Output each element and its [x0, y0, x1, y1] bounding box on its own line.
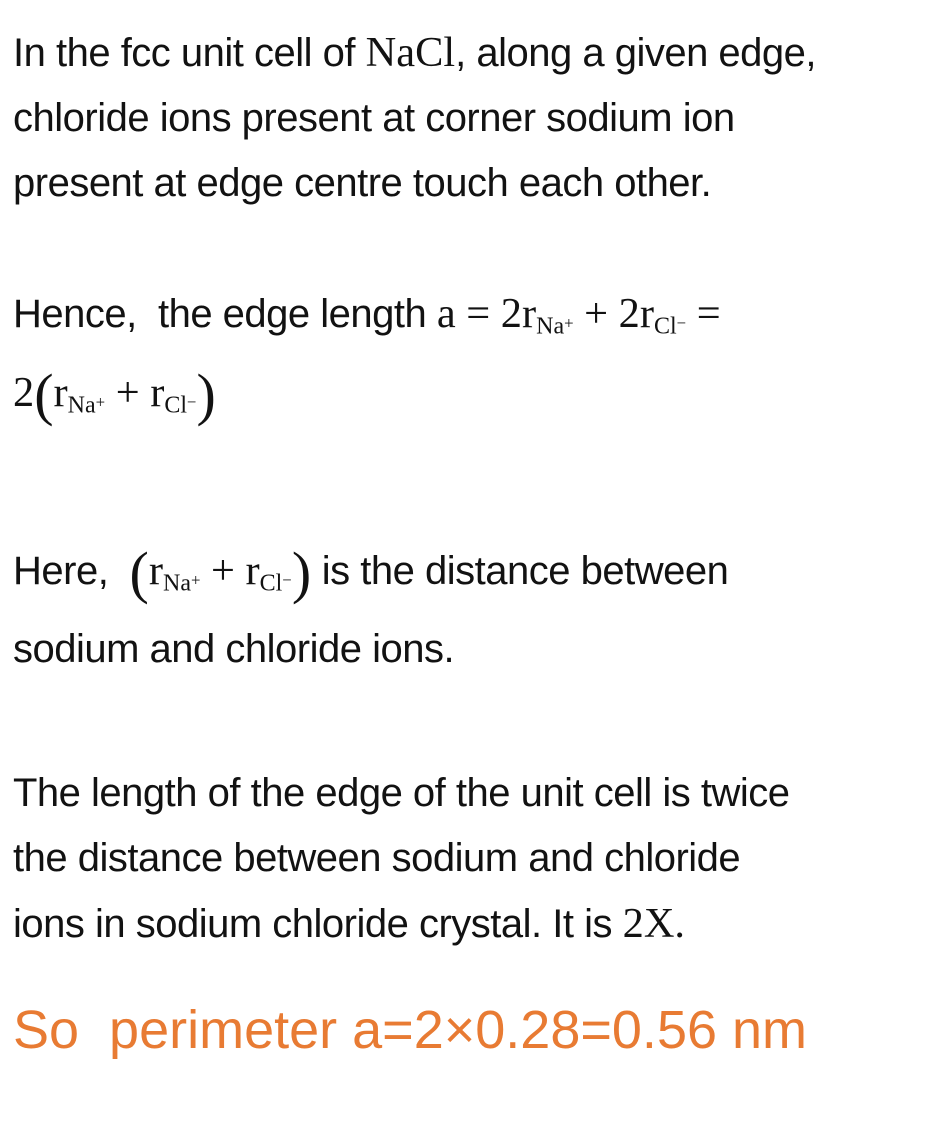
paragraph-distance-explanation-line-2	[13, 617, 933, 682]
formula-parenthesis: )	[196, 361, 216, 427]
formula-segment: =	[686, 290, 721, 337]
formula-subscript: Na	[536, 313, 565, 340]
paragraph-intro-line-1	[13, 20, 933, 86]
formula-segment: + 2r	[573, 290, 654, 337]
formula-subscript: Na	[67, 392, 96, 419]
text-segment: sodium and chloride ions.	[13, 627, 455, 672]
formula-segment: + r	[200, 547, 260, 595]
paragraph-edge-twice-distance-line-1	[13, 761, 933, 826]
formula-segment: r	[53, 368, 68, 416]
formula-segment: 2X.	[622, 900, 686, 948]
text-segment: present at edge centre touch each other.	[13, 161, 712, 205]
formula-charge-sign: −	[187, 392, 197, 412]
text-segment: ions in sodium chloride crystal. It is	[13, 902, 623, 947]
paragraph-distance-explanation-line-1	[13, 538, 933, 617]
formula-parenthesis: (	[129, 540, 149, 606]
formula-segment: NaCl	[365, 29, 456, 76]
text-segment: is the distance between	[311, 549, 729, 594]
paragraph-edge-length-formula-line-1	[13, 281, 933, 360]
formula-segment: + r	[105, 368, 165, 416]
text-segment: Hence, the edge length	[13, 292, 437, 336]
text-segment: So perimeter a=2×0.28=0.56 nm	[13, 1000, 808, 1061]
formula-subscript: Cl	[164, 392, 188, 419]
formula-charge-sign: −	[282, 571, 292, 591]
text-segment: the distance between sodium and chloride	[13, 836, 741, 881]
formula-parenthesis: (	[34, 361, 54, 427]
formula-charge-sign: +	[95, 392, 106, 412]
paragraph-distance-explanation	[13, 538, 933, 682]
paragraph-intro-line-3	[13, 151, 933, 216]
formula-subscript: Cl	[654, 313, 677, 340]
formula-subscript: Na	[163, 571, 191, 598]
formula-charge-sign: −	[676, 313, 687, 333]
formula-segment: 2	[13, 368, 35, 416]
text-segment: chloride ions present at corner sodium ion	[13, 96, 735, 140]
formula-parenthesis: )	[291, 540, 312, 606]
paragraph-edge-twice-distance	[13, 761, 933, 957]
text-segment: Here,	[13, 549, 130, 594]
formula-charge-sign: +	[190, 571, 201, 591]
paragraph-intro-line-2	[13, 86, 933, 151]
formula-subscript: Cl	[259, 571, 283, 598]
formula-segment: a = 2r	[436, 290, 537, 337]
answer-line-line-1	[13, 995, 933, 1065]
paragraph-edge-length-formula	[13, 281, 933, 438]
paragraph-edge-length-formula-line-2	[13, 360, 933, 439]
text-segment: In the fcc unit cell of	[13, 31, 366, 75]
text-segment: The length of the edge of the unit cell is twice	[13, 771, 790, 816]
answer-line	[13, 995, 933, 1065]
paragraph-edge-twice-distance-line-3	[13, 891, 933, 957]
paragraph-intro	[13, 20, 933, 216]
text-segment: , along a given edge,	[455, 31, 817, 75]
paragraph-edge-twice-distance-line-2	[13, 826, 933, 891]
formula-segment: r	[148, 547, 163, 595]
formula-charge-sign: +	[564, 313, 574, 333]
